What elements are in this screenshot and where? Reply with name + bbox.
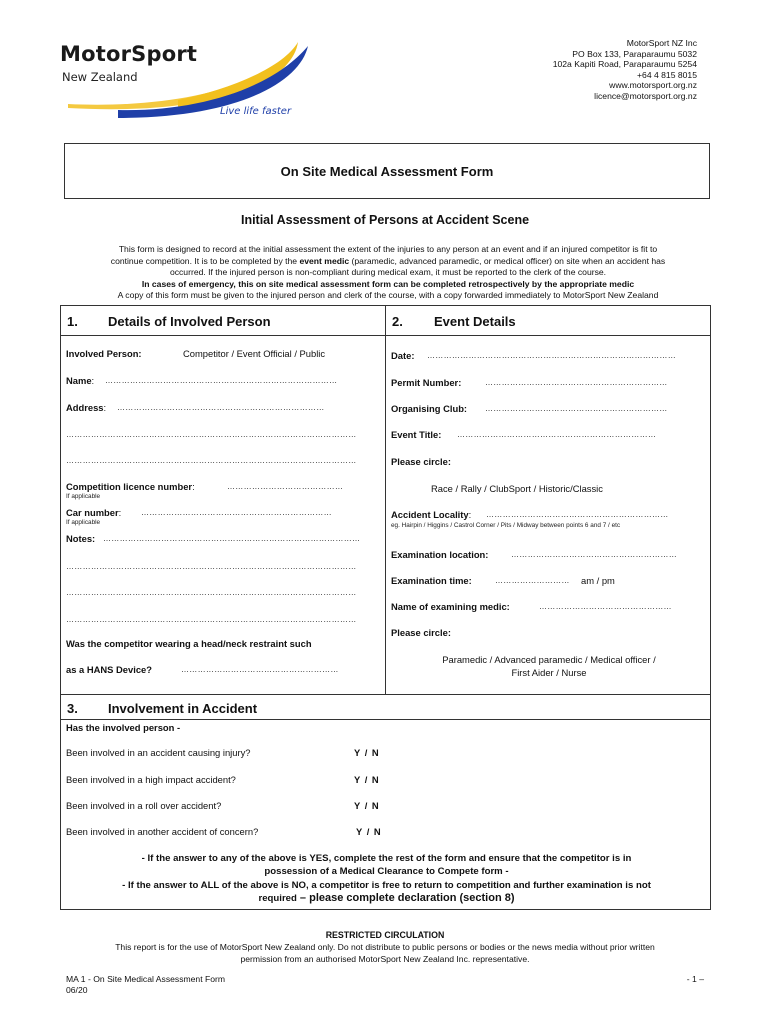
exam-location-label: Examination location: — [391, 549, 489, 560]
please-circle-medic-label: Please circle: — [391, 627, 451, 638]
yes-no-other-concern[interactable]: Y / N — [356, 826, 382, 837]
restraint-question: Was the competitor wearing a head/neck restraint such — [66, 638, 312, 649]
section-2-number: 2. — [392, 314, 403, 329]
question-other-concern: Been involved in another accident of concern? — [66, 826, 259, 837]
licence-number-label: Competition licence number: — [66, 481, 195, 492]
section-3-intro: Has the involved person - — [66, 722, 181, 733]
column-divider — [385, 306, 386, 694]
intro-line: continue competition. It is to be completed by the event medic (paramedic, advanced paramedic, or medical officer) on site when an accident has — [110, 255, 666, 266]
restricted-circulation-text: This report is for the use of MotorSport New Zealand only. Do not distribute to public persons or bodies or the news media without prior written permission from an authorised MotorSport New Zealand Inc. representative. — [115, 942, 655, 964]
event-type-options[interactable]: Race / Rally / ClubSport / Historic/Classic — [431, 483, 603, 494]
logo-subtitle: New Zealand — [62, 70, 138, 84]
yes-no-roll-over[interactable]: Y / N — [354, 800, 380, 811]
form-version-date: 06/20 — [66, 985, 88, 995]
notes-label: Notes: — [66, 533, 96, 544]
event-title-field[interactable]: ……………………………………………………………… — [457, 430, 657, 439]
divider — [61, 694, 710, 695]
notes-field-line-2[interactable]: …………………………………………………………………………………………… — [66, 562, 357, 571]
involved-person-label: Involved Person: — [66, 348, 142, 359]
organising-club-field[interactable]: ………………………………………………………… — [485, 404, 668, 413]
exam-location-field[interactable]: …………………………………………………… — [511, 550, 677, 559]
intro-emergency-note: In cases of emergency, this on site medical assessment form can be completed retrospectively by the appropriate medic — [141, 278, 635, 289]
accident-locality-field[interactable]: ………………………………………………………… — [486, 510, 669, 519]
restricted-circulation-title: RESTRICTED CIRCULATION — [325, 930, 445, 940]
no-answer-instruction: - If the answer to ALL of the above is NO, a competitor is free to return to competition and further examination is not required – please complete declaration (section 8) — [122, 880, 651, 904]
address-line: MotorSport NZ Inc — [626, 38, 697, 48]
exam-time-label: Examination time: — [391, 575, 472, 586]
page-number: - 1 – — [686, 974, 704, 984]
address-website: www.motorsport.org.nz — [609, 80, 697, 91]
question-high-impact: Been involved in a high impact accident? — [66, 774, 236, 785]
name-label: Name: — [66, 375, 95, 386]
logo-tagline: Live life faster — [220, 106, 292, 117]
medic-type-options-cont[interactable]: First Aider / Nurse — [511, 667, 587, 678]
address-line: PO Box 133, Paraparaumu 5032 — [572, 48, 697, 59]
restraint-question-cont: as a HANS Device? — [66, 664, 152, 675]
section-3-title: Involvement in Accident — [108, 701, 258, 716]
yes-no-injury[interactable]: Y / N — [354, 747, 380, 758]
event-title-label: Event Title: — [391, 429, 442, 440]
date-field[interactable]: ……………………………………………………………………………… — [427, 351, 676, 360]
address-line: 102a Kapiti Road, Paraparaumu 5254 — [552, 59, 697, 70]
restraint-answer-field[interactable]: ………………………………………………… — [181, 665, 339, 674]
section-1-title: Details of Involved Person — [108, 314, 271, 329]
address-field[interactable]: ………………………………………………………………… — [117, 403, 325, 412]
notes-field-line-4[interactable]: …………………………………………………………………………………………… — [66, 615, 357, 624]
exam-time-field[interactable]: ……………………… — [495, 576, 570, 585]
accident-locality-example: eg. Hairpin / Higgins / Castrol Corner / Pits / Midway between points 6 and 7 / etc — [391, 522, 621, 529]
form-intro — [66, 244, 710, 302]
address-field-line-3[interactable]: …………………………………………………………………………………………… — [66, 456, 357, 465]
medic-type-options[interactable]: Paramedic / Advanced paramedic / Medical officer / — [442, 654, 656, 665]
examining-medic-field[interactable]: ………………………………………… — [539, 602, 672, 611]
intro-copy-note: A copy of this form must be given to the injured person and clerk of the course, with a copy forwarded immediately to MotorSport New Zealand — [117, 290, 659, 300]
intro-line: This form is designed to record at the initial assessment the extent of the injuries to any person at an event and if an injured competitor is fit to — [118, 244, 658, 254]
form-title-box — [64, 143, 710, 199]
permit-number-label: Permit Number: — [391, 377, 462, 388]
form-subtitle: Initial Assessment of Persons at Accident Scene — [240, 213, 530, 227]
car-number-field[interactable]: …………………………………………………………… — [141, 508, 332, 517]
address-phone: +64 4 815 8015 — [637, 69, 697, 80]
car-number-note: If applicable — [66, 519, 101, 526]
organising-club-label: Organising Club: — [391, 403, 468, 414]
form-code: MA 1 - On Site Medical Assessment Form 06/20 — [66, 974, 226, 995]
logo-wordmark: MotorSport — [60, 42, 198, 66]
question-injury: Been involved in an accident causing injury? — [66, 747, 251, 758]
am-pm-option[interactable]: am / pm — [581, 575, 615, 586]
organisation-address — [553, 38, 697, 102]
question-roll-over: Been involved in a roll over accident? — [66, 800, 222, 811]
address-field-line-2[interactable]: …………………………………………………………………………………………… — [66, 430, 357, 439]
intro-line: occurred. If the injured person is non-compliant during medical exam, it must be reported to the clerk of the course. — [169, 267, 607, 277]
section-3-number: 3. — [67, 701, 78, 716]
address-email: licence@motorsport.org.nz — [594, 90, 697, 101]
notes-field[interactable]: ………………………………………………………………………………… — [103, 534, 361, 543]
address-label: Address: — [66, 402, 107, 413]
yes-answer-instruction: - If the answer to any of the above is YES, complete the rest of the form and ensure that the competitor is in possession of a Medical Clearance to Compete form - — [141, 853, 632, 877]
permit-number-field[interactable]: ………………………………………………………… — [485, 378, 668, 387]
accident-locality-label: Accident Locality: — [391, 509, 472, 520]
licence-number-field[interactable]: …………………………………… — [227, 482, 344, 491]
please-circle-event-label: Please circle: — [391, 456, 451, 467]
date-label: Date: — [391, 350, 415, 361]
car-number-label: Car number: — [66, 507, 122, 518]
yes-no-high-impact[interactable]: Y / N — [354, 774, 380, 785]
assessment-form — [60, 305, 711, 910]
section-1-number: 1. — [67, 314, 78, 329]
form-title: On Site Medical Assessment Form — [280, 163, 494, 179]
section-2-title: Event Details — [434, 314, 516, 329]
licence-note: If applicable — [66, 493, 101, 500]
divider — [61, 719, 710, 720]
examining-medic-label: Name of examining medic: — [391, 601, 510, 612]
name-field[interactable]: ………………………………………………………………………… — [105, 376, 338, 385]
notes-field-line-3[interactable]: …………………………………………………………………………………………… — [66, 588, 357, 597]
involved-person-options[interactable]: Competitor / Event Official / Public — [183, 348, 326, 359]
